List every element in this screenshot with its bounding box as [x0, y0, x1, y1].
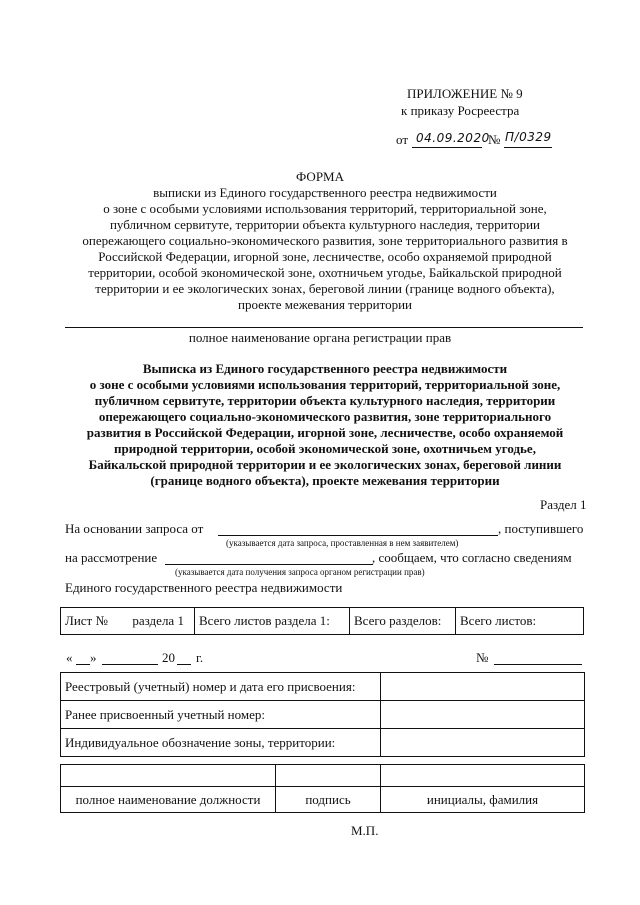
extract-title-line: (границе водного объекта), проекте межевания территории — [150, 473, 500, 488]
number-field — [494, 664, 582, 665]
registry-number-value — [381, 673, 585, 701]
order-date-underline — [412, 147, 482, 148]
extract-title-line: о зоне с особыми условиями использования территорий, территориальной зоне, — [89, 377, 561, 392]
order-reference: к приказу Росреестра — [401, 103, 520, 118]
extract-title-line: Байкальской природной территории и ее экологических зонах, береговой линии — [88, 457, 562, 472]
signature-value-cell — [276, 765, 381, 787]
extract-title-line: публичном сервитуте, территории объекта культурного наследия, территории — [94, 393, 556, 408]
sheet-number-cell — [61, 608, 195, 635]
request-basis-hint: (указывается дата запроса, проставленная в нем заявителем) — [226, 538, 459, 548]
order-number-handwritten: П/0329 — [505, 130, 552, 144]
order-date-prefix: от — [396, 132, 409, 147]
date-year-field — [177, 664, 191, 665]
position-value-cell — [61, 765, 276, 787]
sheet-number-label: Лист № — [65, 613, 108, 628]
date-year-suffix: г. — [196, 650, 204, 665]
extract-title — [60, 361, 590, 489]
signature-caption: подпись — [276, 787, 381, 813]
form-title: ФОРМА — [296, 169, 344, 184]
total-sheets-section-cell: Всего листов раздела 1: — [195, 608, 350, 635]
date-day-field — [76, 664, 90, 665]
previous-number-label: Ранее присвоенный учетный номер: — [61, 701, 381, 729]
request-basis-suffix: , поступившего — [498, 521, 584, 536]
form-description-line: территории и ее экологических зонах, береговой линии (границе водного объекта), — [95, 281, 555, 296]
extract-title-line: природной территории, особой экономической зоне, охотничьем угодье, — [114, 441, 536, 456]
position-caption: полное наименование должности — [61, 787, 276, 813]
number-sign: № — [476, 650, 489, 665]
form-description-line: выписки из Единого государственного реестра недвижимости — [153, 185, 497, 200]
registry-line: Единого государственного реестра недвижимости — [65, 580, 343, 595]
date-month-field — [102, 664, 158, 665]
registry-number-label: Реестровый (учетный) номер и дата его присвоения: — [61, 673, 381, 701]
sheet-info-table — [60, 607, 584, 635]
total-sheets-cell: Всего листов: — [456, 608, 584, 635]
section-label: Раздел 1 — [540, 497, 587, 512]
form-description-line: территории, особой экономической зоне, охотничьем угодье, Байкальской природной — [88, 265, 562, 280]
request-date-field — [218, 535, 498, 536]
zone-designation-label: Индивидуальное обозначение зоны, территории: — [61, 729, 381, 757]
form-description-line: проекте межевания территории — [237, 297, 413, 312]
form-description-line: о зоне с особыми условиями использования территорий, территориальной зоне, — [103, 201, 547, 216]
request-received-field — [165, 564, 373, 565]
stamp-label: М.П. — [351, 823, 379, 838]
request-review-hint: (указывается дата получения запроса органом регистрации прав) — [175, 567, 425, 577]
sheet-section-label: раздела 1 — [132, 613, 184, 628]
previous-number-value — [381, 701, 585, 729]
form-description — [60, 185, 590, 313]
request-review-suffix: , сообщаем, что согласно сведениям — [372, 550, 572, 565]
form-description-line: опережающего социально-экономического развития, зоне территориального развития в — [82, 233, 568, 248]
extract-title-line: развития в Российской Федерации, игорной зоне, лесничестве, особо охраняемой — [86, 425, 564, 440]
request-review-prefix: на рассмотрение — [65, 550, 158, 565]
signature-table — [60, 764, 585, 813]
date-open-quote: « — [66, 650, 73, 665]
form-description-line: публичном сервитуте, территории объекта культурного наследия, территории — [109, 217, 541, 232]
order-date-handwritten: 04.09.2020 — [416, 131, 490, 145]
order-number-prefix: № — [488, 132, 501, 147]
order-number-underline — [504, 147, 552, 148]
extract-title-line: Выписка из Единого государственного реестра недвижимости — [142, 361, 508, 376]
zone-info-table — [60, 672, 585, 757]
initials-value-cell — [381, 765, 585, 787]
registration-body-caption: полное наименование органа регистрации прав — [188, 330, 452, 345]
date-close-quote: » — [90, 650, 97, 665]
initials-caption: инициалы, фамилия — [381, 787, 585, 813]
total-sections-cell: Всего разделов: — [350, 608, 456, 635]
appendix-label: ПРИЛОЖЕНИЕ № 9 — [407, 86, 523, 101]
request-basis-prefix: На основании запроса от — [65, 521, 204, 536]
form-description-line: Российской Федерации, игорной зоне, лесничестве, особо охраняемой природной — [98, 249, 552, 264]
date-year-prefix: 20 — [162, 650, 175, 665]
zone-designation-value — [381, 729, 585, 757]
registration-body-line — [65, 327, 583, 328]
extract-title-line: опережающего социально-экономического развития, зоне территориального — [98, 409, 552, 424]
